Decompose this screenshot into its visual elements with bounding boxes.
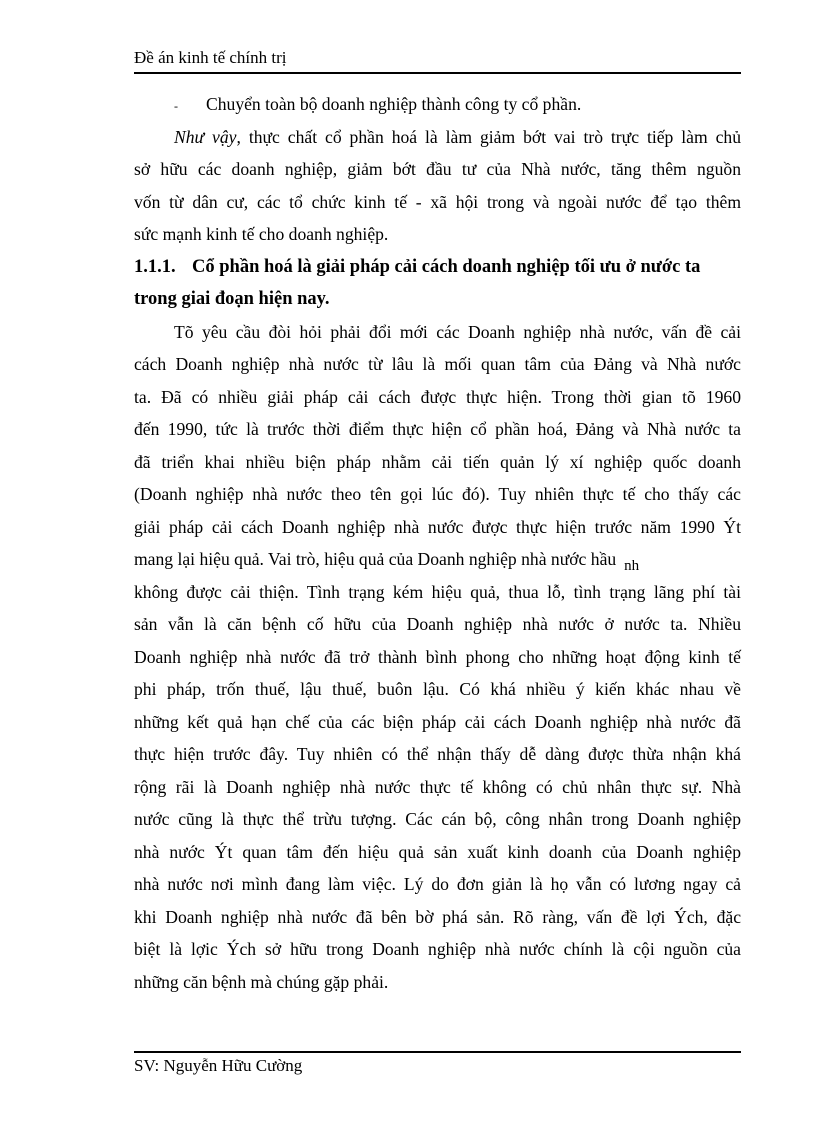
section-heading-text: Cổ phần hoá là giải pháp cải cách doanh nghiệp tối ưu ở nước ta [192,256,701,277]
paragraph-line: thực hiện trước đây. Tuy nhiên có thể nhận thấy dễ dàng được thừa nhận khá [134,744,741,764]
stray-fragment: nh [624,558,640,574]
paragraph-line: (Doanh nghiệp nhà nước theo tên gọi lúc đó). Tuy nhiên thực tế cho thấy các [134,484,741,504]
paragraph-line: biệt là lợic Ých sở hữu trong Doanh nghiệp nhà nước chính là cội nguồn của [134,939,741,959]
paragraph-line: vốn từ dân cư, các tổ chức kinh tế - xã hội trong và ngoài nước để tạo thêm [134,191,741,212]
paragraph-line: nước cũng là thực thể trừu tượng. Các cán bộ, công nhân trong Doanh nghiệp [134,809,741,829]
paragraph-line: sức mạnh kinh tế cho doanh nghiệp. [134,224,389,244]
paragraph-text: mang lại hiệu quả. Vai trò, hiệu quả của Doanh nghiệp nhà nước hầu [134,549,617,569]
paragraph-line: Doanh nghiệp nhà nước đã trở thành bình phong cho những hoạt động kinh tế [134,646,741,667]
paragraph-line: khi Doanh nghiệp nhà nước đã bên bờ phá sản. Rõ ràng, vấn đề lợi Ých, đặc [134,906,741,927]
paragraph-line: nhà nước nơi mình đang làm việc. Lý do đơn giản là họ vẫn có lương ngay cả [134,874,741,894]
paragraph-line: giải pháp cải cách Doanh nghiệp nhà nước được thực hiện trước năm 1990 Ýt [134,516,741,537]
footer-rule [134,1051,741,1053]
paragraph-text: , thực chất cổ phần hoá là làm giảm bớt vai trò trực tiếp làm chủ [236,126,741,147]
paragraph-line: nhà nước Ýt quan tâm đến hiệu quả sản xuất kinh doanh của Doanh nghiệp [134,841,741,862]
paragraph-line: cách Doanh nghiệp nhà nước từ lâu là mối quan tâm của Đảng và Nhà nước [134,354,741,374]
paragraph-line: những căn bệnh mà chúng gặp phải. [134,971,389,992]
section-heading-line-2: trong giai đoạn hiện nay. [134,289,330,309]
page-footer [134,1054,741,1078]
italic-lead: Như vậy [174,126,237,147]
paragraph-line: những kết quả hạn chế của các biện pháp cải cách Doanh nghiệp nhà nước đã [134,711,741,732]
bullet-marker: - [174,99,178,113]
paragraph-line [134,121,741,154]
paragraph-line: Tõ yêu cầu đòi hỏi phải đổi mới các Doanh nghiệp nhà nước, vấn đề cải [174,321,741,342]
bullet-text: Chuyển toàn bộ doanh nghiệp thành công ty cổ phần. [206,94,582,114]
paragraph-line: sản vẫn là căn bệnh cố hữu của Doanh nghiệp nhà nước ở nước ta. Nhiều [134,614,741,634]
paragraph-line: sở hữu các doanh nghiệp, giảm bớt đầu tư của Nhà nước, tăng thêm nguồn [134,159,741,179]
paragraph-line [134,543,741,576]
page-header [134,46,741,70]
footer-author: SV: Nguyễn Hữu Cường [134,1056,303,1075]
bullet-item [134,88,741,121]
paragraph-line: rộng rãi là Doanh nghiệp nhà nước thực tế không có chủ nhân thực sự. Nhà [134,776,741,797]
paragraph-line: phi pháp, trốn thuế, lậu thuế, buôn lậu. Có khá nhiều ý kiến khác nhau về [134,679,741,699]
paragraph-line: ta. Đã có nhiều giải pháp cải cách được thực hiện. Trong thời gian tõ 1960 [134,386,741,407]
header-rule [134,72,741,74]
paragraph-line: đã triển khai nhiều biện pháp nhằm cải tiến quản lý xí nghiệp quốc doanh [134,451,741,472]
section-number: 1.1.1. [134,256,176,277]
section-heading [134,251,741,284]
header-title: Đề án kinh tế chính trị [134,48,287,67]
paragraph-line: đến 1990, tức là trước thời điểm thực hiện cổ phần hoá, Đảng và Nhà nước ta [134,419,741,439]
paragraph-line: không được cải thiện. Tình trạng kém hiệu quả, thua lỗ, tình trạng lãng phí tài [134,581,741,602]
document-body [134,88,741,998]
